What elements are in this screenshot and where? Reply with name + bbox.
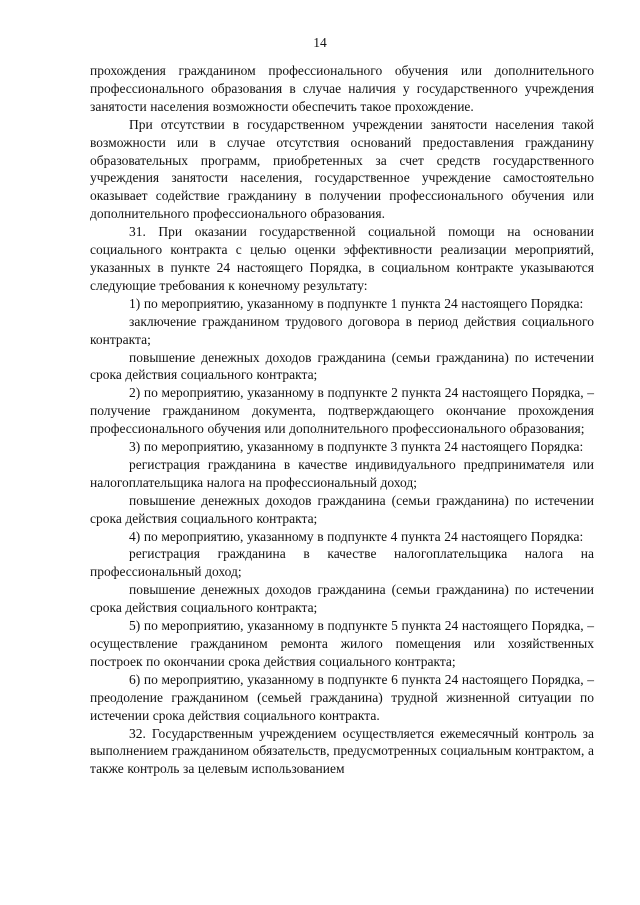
paragraph: заключение гражданином трудового договора в период действия социального контракта; xyxy=(90,313,594,347)
paragraph-subitem-2: 2) по мероприятию, указанному в подпункте 2 пункта 24 настоящего Порядка, – получение гражданином документа, подтверждающего окончание прохождения профессионального обучения или дополнительного профессионального образования; xyxy=(90,385,594,437)
paragraph: регистрация гражданина в качестве индивидуального предпринимателя или налогоплательщика налога на профессиональный доход; xyxy=(90,456,594,490)
paragraph: регистрация гражданина в качестве налогоплательщика налога на профессиональный доход; xyxy=(90,546,594,580)
paragraph-subitem-5: 5) по мероприятию, указанному в подпункте 5 пункта 24 настоящего Порядка, – осуществление гражданином ремонта жилого помещения или хозяйственных построек по окончании срока действия социального контракта; xyxy=(90,618,594,669)
body-text xyxy=(90,62,594,778)
paragraph: прохождения гражданином профессионального обучения или дополнительного профессионального образования в случае наличия у государственного учреждения занятости населения возможности обеспечить такое прохождение. xyxy=(90,63,594,114)
paragraph: повышение денежных доходов гражданина (семьи гражданина) по истечении срока действия социального контракта; xyxy=(90,492,594,526)
page-number: 14 xyxy=(313,35,327,50)
paragraph: При отсутствии в государственном учреждении занятости населения такой возможности или в случае отсутствия оснований предоставления гражданину образовательных программ, приобретенных за счет средств государственного учреждения занятости населения, государственное учреждение самостоятельно оказывает содействие гражданину в получении профессионального обучения или дополнительного профессионального образования. xyxy=(90,116,594,222)
paragraph-item-31: 31. При оказании государственной социальной помощи на основании социального контракта с целью оценки эффективности реализации мероприятий, указанных в пункте 24 настоящего Порядка, в социальном контракте указываются следующие требования к конечному результату: xyxy=(90,224,594,293)
paragraph-subitem-1: 1) по мероприятию, указанному в подпункте 1 пункта 24 настоящего Порядка: xyxy=(129,295,584,311)
paragraph-item-32: 32. Государственным учреждением осуществляется ежемесячный контроль за выполнением гражданином обязательств, предусмотренных социальным контрактом, а также контроль за целевым использованием xyxy=(90,725,594,777)
paragraph-subitem-3: 3) по мероприятию, указанному в подпункте 3 пункта 24 настоящего Порядка: xyxy=(129,439,584,455)
paragraph: повышение денежных доходов гражданина (семьи гражданина) по истечении срока действия социального контракта; xyxy=(90,582,594,616)
paragraph: повышение денежных доходов гражданина (семьи гражданина) по истечении срока действия социального контракта; xyxy=(90,349,594,383)
paragraph-subitem-4: 4) по мероприятию, указанному в подпункте 4 пункта 24 настоящего Порядка: xyxy=(129,528,584,544)
paragraph-subitem-6: 6) по мероприятию, указанному в подпункте 6 пункта 24 настоящего Порядка, – преодоление гражданином (семьей гражданина) трудной жизненной ситуации по истечении срока действия социального контракта. xyxy=(90,671,594,723)
